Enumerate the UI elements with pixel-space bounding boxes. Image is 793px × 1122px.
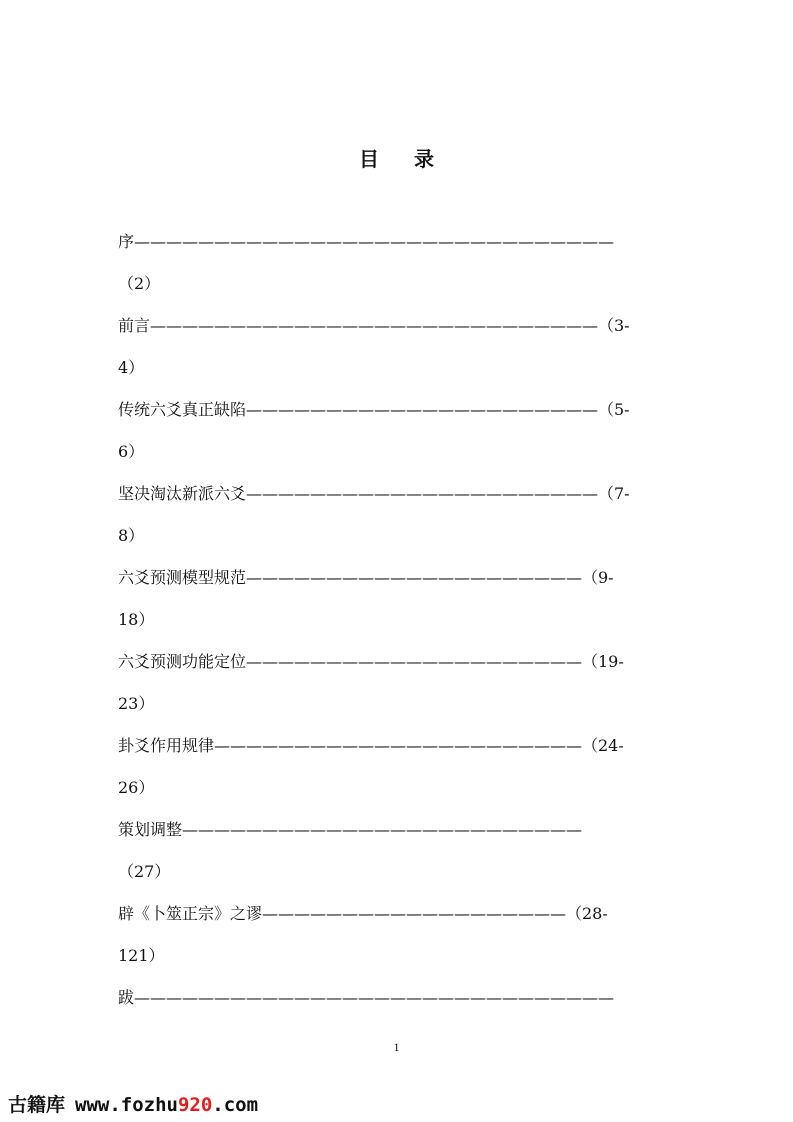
- toc-text: 传统六爻真正缺陷——————————————————————（5-: [118, 400, 630, 419]
- watermark-url-suffix: .com: [212, 1094, 259, 1116]
- toc-text: 六爻预测功能定位—————————————————————（19-: [118, 652, 624, 671]
- toc-text: 六爻预测模型规范—————————————————————（9-: [118, 568, 614, 587]
- toc-entry-afterword: [118, 984, 663, 1026]
- toc-entry-planning-adjustment-pages: [118, 858, 663, 900]
- table-of-contents: [118, 228, 663, 1026]
- toc-entry-foreword-pages: [118, 354, 663, 396]
- toc-text: （2）: [118, 274, 161, 293]
- toc-text: 卦爻作用规律———————————————————————（24-: [118, 736, 624, 755]
- toc-text: 121）: [118, 946, 165, 965]
- toc-text: 辟《卜筮正宗》之谬———————————————————（28-: [118, 904, 608, 923]
- toc-entry-model-norms-pages: [118, 606, 663, 648]
- toc-entry-foreword: [118, 312, 663, 354]
- toc-text: （27）: [118, 862, 171, 881]
- toc-entry-refutation: [118, 900, 663, 942]
- toc-entry-preface: [118, 228, 663, 270]
- toc-entry-traditional-defects-pages: [118, 438, 663, 480]
- toc-text: 策划调整—————————————————————————: [118, 820, 583, 839]
- toc-text: 坚决淘汰新派六爻——————————————————————（7-: [118, 484, 630, 503]
- watermark-url-prefix: www.fozhu: [75, 1094, 178, 1116]
- watermark-site-name: 古籍库: [8, 1094, 66, 1116]
- watermark-url-number: 920: [177, 1094, 213, 1116]
- toc-text: 18）: [118, 610, 155, 629]
- toc-text: 26）: [118, 778, 155, 797]
- page-title: 目 录: [359, 147, 448, 171]
- toc-entry-traditional-defects: [118, 396, 663, 438]
- toc-text: 前言————————————————————————————（3-: [118, 316, 630, 335]
- toc-text: 6）: [118, 442, 145, 461]
- toc-entry-action-rules: [118, 732, 663, 774]
- toc-entry-model-norms: [118, 564, 663, 606]
- toc-text: 23）: [118, 694, 155, 713]
- toc-text: 跋——————————————————————————————: [118, 988, 615, 1007]
- page-number: 1: [393, 1040, 400, 1054]
- toc-entry-function-positioning: [118, 648, 663, 690]
- toc-entry-planning-adjustment: [118, 816, 663, 858]
- toc-text: 8）: [118, 526, 145, 545]
- toc-entry-preface-pages: [118, 270, 663, 312]
- site-watermark: [8, 1090, 258, 1117]
- toc-entry-eliminate-new-school-pages: [118, 522, 663, 564]
- toc-entry-action-rules-pages: [118, 774, 663, 816]
- toc-text: 序——————————————————————————————: [118, 232, 615, 251]
- toc-entry-eliminate-new-school: [118, 480, 663, 522]
- toc-text: 4）: [118, 358, 145, 377]
- toc-entry-function-positioning-pages: [118, 690, 663, 732]
- toc-entry-refutation-pages: [118, 942, 663, 984]
